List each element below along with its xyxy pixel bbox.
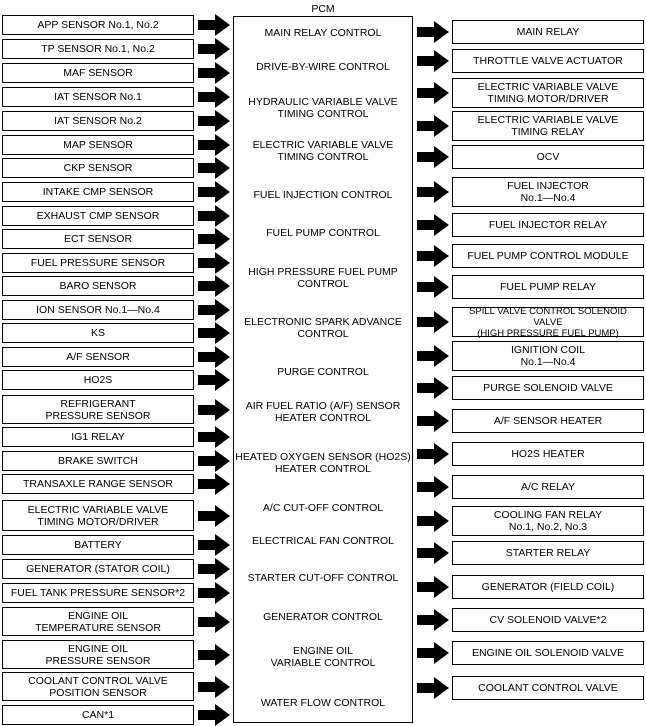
input-arrow-icon xyxy=(198,38,230,60)
input-can-1: CAN*1 xyxy=(2,705,194,725)
input-arrow-icon xyxy=(198,369,230,391)
output-arrow-icon xyxy=(417,476,449,498)
input-iat-sensor-no-2: IAT SENSOR No.2 xyxy=(2,111,194,131)
input-ho2s: HO2S xyxy=(2,370,194,390)
output-starter-relay: STARTER RELAY xyxy=(452,541,644,565)
input-generator-stator-coil: GENERATOR (STATOR COIL) xyxy=(2,559,194,579)
output-arrow-icon xyxy=(417,276,449,298)
input-refrigerant-pressure-sensor: REFRIGERANT PRESSURE SENSOR xyxy=(2,395,194,424)
input-exhaust-cmp-sensor: EXHAUST CMP SENSOR xyxy=(2,206,194,226)
output-spill-valve-control-solenoid-valve-high-pressure-fuel-pump: SPILL VALVE CONTROL SOLENOID VALVE (HIGH PRESSURE FUEL PUMP) xyxy=(452,307,644,337)
pcm-function-heated-oxygen-sensor-ho2s-heater-control: HEATED OXYGEN SENSOR (HO2S) HEATER CONTROL xyxy=(235,450,411,475)
input-arrow-icon xyxy=(198,676,230,698)
input-arrow-icon xyxy=(198,62,230,84)
output-cv-solenoid-valve-2: CV SOLENOID VALVE*2 xyxy=(452,608,644,632)
pcm-function-electric-variable-valve-timing-control: ELECTRIC VARIABLE VALVE TIMING CONTROL xyxy=(252,138,394,163)
output-purge-solenoid-valve: PURGE SOLENOID VALVE xyxy=(452,376,644,400)
output-arrow-icon xyxy=(417,345,449,367)
input-fuel-tank-pressure-sensor-2: FUEL TANK PRESSURE SENSOR*2 xyxy=(2,583,194,603)
output-arrow-icon xyxy=(417,82,449,104)
output-main-relay: MAIN RELAY xyxy=(452,20,644,44)
input-arrow-icon xyxy=(198,644,230,666)
pcm-function-fuel-pump-control: FUEL PUMP CONTROL xyxy=(266,226,380,239)
input-arrow-icon xyxy=(198,322,230,344)
output-arrow-icon xyxy=(417,115,449,137)
output-arrow-icon xyxy=(417,609,449,631)
input-arrow-icon xyxy=(198,181,230,203)
input-maf-sensor: MAF SENSOR xyxy=(2,63,194,83)
input-arrow-icon xyxy=(198,157,230,179)
output-arrow-icon xyxy=(417,677,449,699)
pcm-function-air-fuel-ratio-a-f-sensor-heater-control: AIR FUEL RATIO (A/F) SENSOR HEATER CONTROL xyxy=(245,399,401,424)
output-a-f-sensor-heater: A/F SENSOR HEATER xyxy=(452,409,644,433)
input-fuel-pressure-sensor: FUEL PRESSURE SENSOR xyxy=(2,253,194,273)
input-arrow-icon xyxy=(198,299,230,321)
pcm-function-engine-oil-variable-control: ENGINE OIL VARIABLE CONTROL xyxy=(270,644,376,669)
output-fuel-pump-control-module: FUEL PUMP CONTROL MODULE xyxy=(452,244,644,268)
output-fuel-pump-relay: FUEL PUMP RELAY xyxy=(452,275,644,299)
input-electric-variable-valve-timing-motor-driver: ELECTRIC VARIABLE VALVE TIMING MOTOR/DRIVER xyxy=(2,500,194,531)
input-arrow-icon xyxy=(198,426,230,448)
input-brake-switch: BRAKE SWITCH xyxy=(2,451,194,471)
input-arrow-icon xyxy=(198,399,230,421)
pcm-function-fuel-injection-control: FUEL INJECTION CONTROL xyxy=(253,188,393,201)
output-arrow-icon xyxy=(417,214,449,236)
input-arrow-icon xyxy=(198,275,230,297)
output-arrow-icon xyxy=(417,576,449,598)
output-a-c-relay: A/C RELAY xyxy=(452,475,644,499)
output-arrow-icon xyxy=(417,311,449,333)
output-generator-field-coil: GENERATOR (FIELD COIL) xyxy=(452,575,644,599)
input-app-sensor-no-1-no-2: APP SENSOR No.1, No.2 xyxy=(2,15,194,35)
input-tp-sensor-no-1-no-2: TP SENSOR No.1, No.2 xyxy=(2,39,194,59)
input-arrow-icon xyxy=(198,473,230,495)
input-iat-sensor-no-1: IAT SENSOR No.1 xyxy=(2,87,194,107)
pcm-function-high-pressure-fuel-pump-control: HIGH PRESSURE FUEL PUMP CONTROL xyxy=(248,265,398,290)
pcm-function-main-relay-control: MAIN RELAY CONTROL xyxy=(264,26,382,39)
output-arrow-icon xyxy=(417,443,449,465)
output-arrow-icon xyxy=(417,410,449,432)
pcm-function-generator-control: GENERATOR CONTROL xyxy=(263,610,383,623)
output-arrow-icon xyxy=(417,181,449,203)
input-arrow-icon xyxy=(198,450,230,472)
input-arrow-icon xyxy=(198,205,230,227)
pcm-function-water-flow-control: WATER FLOW CONTROL xyxy=(260,696,386,709)
output-electric-variable-valve-timing-relay: ELECTRIC VARIABLE VALVE TIMING RELAY xyxy=(452,111,644,141)
input-arrow-icon xyxy=(198,110,230,132)
input-arrow-icon xyxy=(198,14,230,36)
output-engine-oil-solenoid-valve: ENGINE OIL SOLENOID VALVE xyxy=(452,641,644,665)
input-arrow-icon xyxy=(198,704,230,726)
input-baro-sensor: BARO SENSOR xyxy=(2,276,194,296)
output-arrow-icon xyxy=(417,510,449,532)
input-arrow-icon xyxy=(198,582,230,604)
output-ignition-coil-no-1-no-4: IGNITION COIL No.1—No.4 xyxy=(452,341,644,371)
output-coolant-control-valve: COOLANT CONTROL VALVE xyxy=(452,676,644,700)
input-arrow-icon xyxy=(198,611,230,633)
pcm-function-starter-cut-off-control: STARTER CUT-OFF CONTROL xyxy=(247,571,399,584)
input-arrow-icon xyxy=(198,534,230,556)
output-arrow-icon xyxy=(417,146,449,168)
output-electric-variable-valve-timing-motor-driver: ELECTRIC VARIABLE VALVE TIMING MOTOR/DRIVER xyxy=(452,78,644,108)
input-battery: BATTERY xyxy=(2,535,194,555)
input-ig1-relay: IG1 RELAY xyxy=(2,427,194,447)
input-engine-oil-temperature-sensor: ENGINE OIL TEMPERATURE SENSOR xyxy=(2,607,194,636)
pcm-function-hydraulic-variable-valve-timing-control: HYDRAULIC VARIABLE VALVE TIMING CONTROL xyxy=(248,95,398,120)
pcm-function-drive-by-wire-control: DRIVE-BY-WIRE CONTROL xyxy=(256,60,390,73)
input-arrow-icon xyxy=(198,505,230,527)
input-intake-cmp-sensor: INTAKE CMP SENSOR xyxy=(2,182,194,202)
output-cooling-fan-relay-no-1-no-2-no-3: COOLING FAN RELAY No.1, No.2, No.3 xyxy=(452,506,644,536)
output-arrow-icon xyxy=(417,50,449,72)
pcm-function-electrical-fan-control: ELECTRICAL FAN CONTROL xyxy=(252,534,394,547)
pcm-title: PCM xyxy=(311,3,335,15)
input-ks: KS xyxy=(2,323,194,343)
output-arrow-icon xyxy=(417,377,449,399)
output-arrow-icon xyxy=(417,642,449,664)
pcm-function-purge-control: PURGE CONTROL xyxy=(277,365,369,378)
input-arrow-icon xyxy=(198,558,230,580)
input-transaxle-range-sensor: TRANSAXLE RANGE SENSOR xyxy=(2,474,194,494)
output-ho2s-heater: HO2S HEATER xyxy=(452,442,644,466)
input-arrow-icon xyxy=(198,228,230,250)
output-ocv: OCV xyxy=(452,145,644,169)
input-a-f-sensor: A/F SENSOR xyxy=(2,347,194,367)
input-ect-sensor: ECT SENSOR xyxy=(2,229,194,249)
input-arrow-icon xyxy=(198,134,230,156)
pcm-function-electronic-spark-advance-control: ELECTRONIC SPARK ADVANCE CONTROL xyxy=(244,315,402,340)
input-coolant-control-valve-position-sensor: COOLANT CONTROL VALVE POSITION SENSOR xyxy=(2,672,194,701)
output-arrow-icon xyxy=(417,21,449,43)
input-ckp-sensor: CKP SENSOR xyxy=(2,158,194,178)
input-map-sensor: MAP SENSOR xyxy=(2,135,194,155)
output-arrow-icon xyxy=(417,542,449,564)
input-arrow-icon xyxy=(198,346,230,368)
output-fuel-injector-no-1-no-4: FUEL INJECTOR No.1—No.4 xyxy=(452,177,644,207)
pcm-function-a-c-cut-off-control: A/C CUT-OFF CONTROL xyxy=(262,501,384,514)
input-engine-oil-pressure-sensor: ENGINE OIL PRESSURE SENSOR xyxy=(2,640,194,669)
input-arrow-icon xyxy=(198,252,230,274)
output-fuel-injector-relay: FUEL INJECTOR RELAY xyxy=(452,213,644,237)
input-arrow-icon xyxy=(198,86,230,108)
output-throttle-valve-actuator: THROTTLE VALVE ACTUATOR xyxy=(452,49,644,73)
input-ion-sensor-no-1-no-4: ION SENSOR No.1—No.4 xyxy=(2,300,194,320)
output-arrow-icon xyxy=(417,245,449,267)
